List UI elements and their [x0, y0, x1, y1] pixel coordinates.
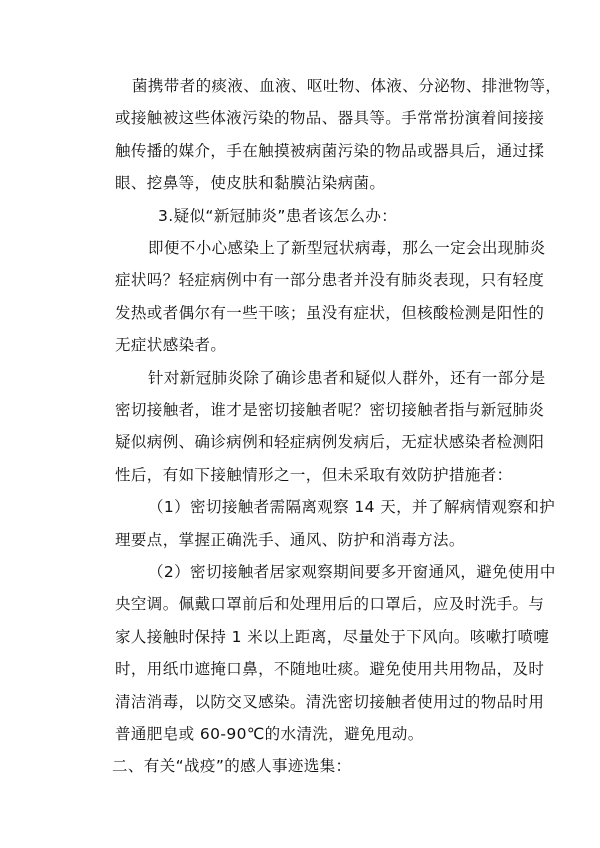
list-item-line: （1）密切接触者需隔离观察 14 天，并了解病情观察和护: [148, 498, 556, 516]
paragraph-line: 疑似病例、确诊病例和轻症病例发病后，无症状感染者检测阳: [115, 433, 545, 451]
paragraph-line: 即便不小心感染上了新型冠状病毒，那么一定会出现肺炎: [148, 239, 546, 257]
section-heading: 3.疑似“新冠肺炎”患者该怎么办：: [158, 207, 398, 225]
list-item-line: 央空调。佩戴口罩前后和处理用后的口罩后，应及时洗手。与: [115, 595, 545, 613]
list-item-line: 理要点，掌握正确洗手、通风、防护和消毒方法。: [115, 531, 465, 549]
paragraph-line: 症状吗？轻症病例中有一部分患者并没有肺炎表现，只有轻度: [115, 271, 545, 289]
section-title: 二、有关“战疫”的感人事迹选集：: [112, 757, 352, 775]
paragraph-line: 无症状感染者。: [115, 336, 227, 354]
paragraph-line: 针对新冠肺炎除了确诊患者和疑似人群外，还有一部分是: [148, 369, 546, 387]
paragraph-line: 触传播的媒介，手在触摸被病菌污染的物品或器具后，通过揉: [115, 142, 545, 160]
paragraph-line: 密切接触者，谁才是密切接触者呢？密切接触者指与新冠肺炎: [115, 401, 545, 419]
list-item-line: 普通肥皂或 60-90℃的水清洗，避免甩动。: [115, 725, 424, 743]
paragraph-line: 性后，有如下接触情形之一，但未采取有效防护措施者：: [115, 466, 513, 484]
paragraph-line: 或接触被这些体液污染的物品、器具等。手常常扮演着间接接: [115, 109, 545, 127]
list-item-line: 清洁消毒，以防交叉感染。清洗密切接触者使用过的物品时用: [115, 693, 545, 711]
paragraph-line: 发热或者偶尔有一些干咳；虽没有症状，但核酸检测是阳性的: [115, 304, 545, 322]
list-item-line: 时，用纸巾遮掩口鼻，不随地吐痰。避免使用共用物品，及时: [115, 660, 545, 678]
list-item-line: （2）密切接触者居家观察期间要多开窗通风，避免使用中: [148, 563, 556, 581]
paragraph-line: 眼、挖鼻等，使皮肤和黏膜沾染病菌。: [115, 174, 386, 192]
list-item-line: 家人接触时保持 1 米以上距离，尽量处于下风向。咳嗽打喷嚏: [115, 628, 550, 646]
paragraph-line: 菌携带者的痰液、血液、呕吐物、体液、分泌物、排泄物等，: [132, 77, 562, 95]
